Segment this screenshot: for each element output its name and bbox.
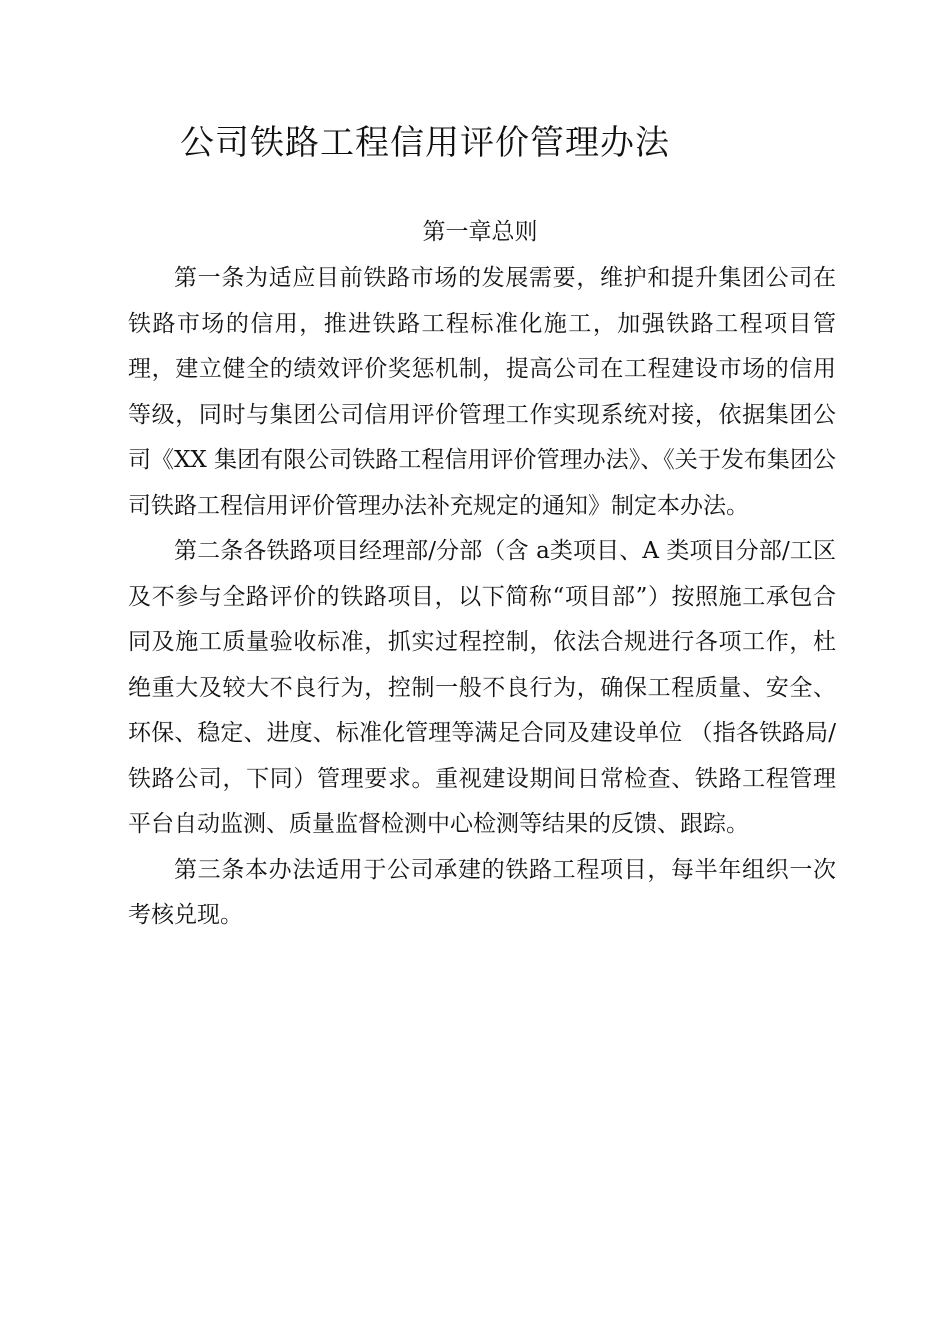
document-body bbox=[128, 256, 836, 939]
chapter-heading: 第一章总则 bbox=[422, 219, 538, 245]
article-3-paragraph: 第三条本办法适用于公司承建的铁路工程项目，每半年组织一次考核兑现。 bbox=[128, 856, 836, 928]
document-title: 公司铁路工程信用评价管理办法 bbox=[180, 123, 670, 163]
article-2-paragraph: 第二条各铁路项目经理部/分部（含 a类项目、A 类项目分部/工区及不参与全路评价的铁路项目，以下简称“项目部”）按照施工承包合同及施工质量验收标准，抓实过程控制，依法合规进行各项工作，杜绝重大及较大不良行为，控制一般不良行为，确保工程质量、安全、环保、稳定、进度、标准化管理等满足合同及建设单位 （指各铁路局/铁路公司，下同）管理要求。重视建设期间日常检查、铁路工程管理平台自动监测、质量监督检测中心检测等结果的反馈、跟踪。 bbox=[128, 538, 836, 837]
article-1-paragraph: 第一条为适应目前铁路市场的发展需要，维护和提升集团公司在铁路市场的信用，推进铁路工程标准化施工，加强铁路工程项目管理，建立健全的绩效评价奖惩机制，提高公司在工程建设市场的信用等级，同时与集团公司信用评价管理工作实现系统对接，依据集团公司《XX 集团有限公司铁路工程信用评价管理办法》、《关于发布集团公司铁路工程信用评价管理办法补充规定的通知》制定本办法。 bbox=[128, 265, 836, 519]
